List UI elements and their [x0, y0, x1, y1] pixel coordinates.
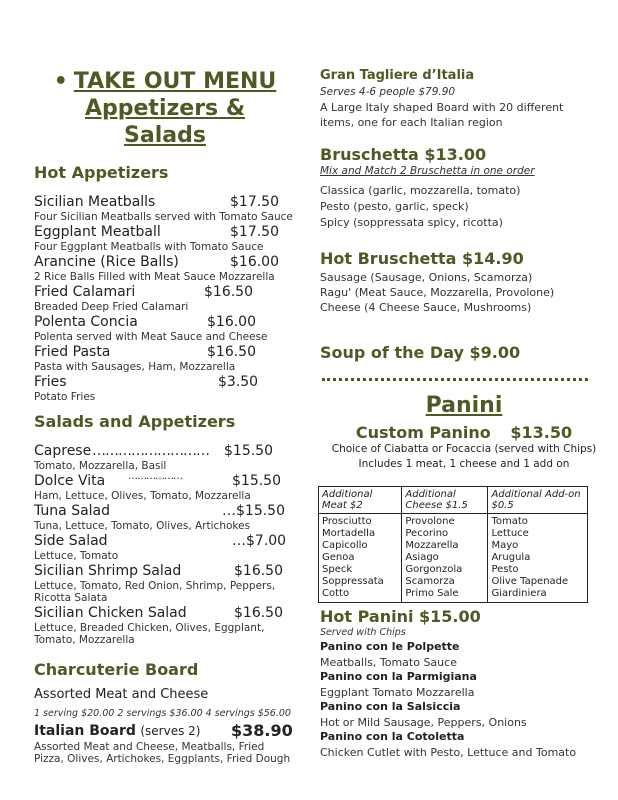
hot-panino-name: Panino con la Salsiccia: [320, 700, 461, 713]
italian-board-serves: (serves 2): [140, 724, 201, 738]
meat-option: Prosciutto: [322, 516, 372, 527]
item-price: $16.50: [207, 344, 256, 360]
item-desc: Breaded Deep Fried Calamari: [34, 301, 189, 313]
meat-option: Cotto: [322, 588, 350, 599]
item-desc: Four Sicilian Meatballs served with Tomato Sauce: [34, 211, 293, 223]
hot-panino-desc: Hot or Mild Sausage, Peppers, Onions: [320, 716, 527, 729]
item-price: $15.50: [236, 503, 285, 519]
hot-appetizers-heading: Hot Appetizers: [34, 163, 169, 182]
custom-panino-line: [320, 423, 608, 442]
salads-heading: Salads and Appetizers: [34, 412, 236, 431]
addon-option: Olive Tapenade: [491, 576, 569, 587]
item-desc: Lettuce, Breaded Chicken, Olives, Eggplant,: [34, 622, 265, 634]
item-name: Fried Calamari: [34, 284, 136, 300]
meat-option: Capicollo: [322, 540, 368, 551]
hot-panino-desc: Eggplant Tomato Mozzarella: [320, 686, 475, 699]
hot-bruschetta-item: Ragu' (Meat Sauce, Mozzarella, Provolone): [320, 286, 555, 299]
italian-board-title: [34, 723, 200, 739]
item-name: Polenta Concia: [34, 314, 138, 330]
dot-leader: …: [232, 533, 246, 549]
item-desc: Tuna, Lettuce, Tomato, Olives, Artichokes: [34, 520, 251, 532]
dot-leader: ………………………: [92, 443, 209, 459]
charcuterie-subheading: Assorted Meat and Cheese: [34, 687, 209, 702]
addon-option: Pesto: [491, 564, 519, 575]
addon-option: Mayo: [491, 540, 519, 551]
gran-tagliere-desc-2: items, one for each Italian region: [320, 116, 503, 129]
cheese-column: [402, 514, 488, 603]
title-line-1: TAKE OUT MENU: [73, 69, 277, 94]
charcuterie-servings: 1 serving $20.00 2 servings $36.00 4 servings $56.00: [34, 708, 291, 719]
item-name: Fried Pasta: [34, 344, 111, 360]
item-name: Tuna Salad: [34, 503, 111, 519]
hot-bruschetta-heading: Hot Bruschetta $14.90: [320, 249, 524, 268]
meat-option: Speck: [322, 564, 353, 575]
item-name: Dolce Vita: [34, 473, 106, 489]
hot-panino-name: Panino con le Polpette: [320, 640, 460, 653]
meat-column: [319, 514, 402, 603]
hot-panino-desc: Chicken Cutlet with Pesto, Lettuce and Tomato: [320, 746, 577, 759]
item-desc: Four Eggplant Meatballs with Tomato Sauce: [34, 241, 264, 253]
dot-leader: ………………: [128, 471, 182, 482]
bruschetta-heading: Bruschetta $13.00: [320, 145, 487, 164]
item-desc: Tomato, Mozzarella, Basil: [34, 460, 167, 472]
item-desc: Lettuce, Tomato, Red Onion, Shrimp, Peppers,: [34, 580, 276, 592]
item-price: $16.50: [234, 563, 283, 579]
hot-panino-name: Panino con la Cotoletta: [320, 730, 465, 743]
table-header-addon: Additional Add-on $0.5: [488, 487, 588, 514]
italian-board-price: $38.90: [231, 721, 293, 740]
custom-panino-price: $13.50: [510, 423, 573, 442]
menu-title: [34, 68, 296, 149]
item-desc-line-2: Tomato, Mozzarella: [34, 634, 135, 646]
addon-option: Giardiniera: [491, 588, 547, 599]
item-name: Side Salad: [34, 533, 108, 549]
item-price: $3.50: [218, 374, 259, 390]
italian-board-name: Italian Board: [34, 723, 136, 739]
cheese-option: Primo Sale: [405, 588, 459, 599]
addon-option: Lettuce: [491, 528, 529, 539]
panini-heading: Panini: [425, 393, 503, 418]
item-name: Eggplant Meatball: [34, 224, 161, 240]
item-name: Caprese: [34, 443, 92, 459]
item-price: $16.00: [207, 314, 256, 330]
item-desc: Polenta served with Meat Sauce and Cheese: [34, 331, 268, 343]
cheese-option: Provolone: [405, 516, 455, 527]
meat-option: Soppressata: [322, 576, 384, 587]
custom-panino-name: Custom Panino: [355, 423, 491, 442]
soup-of-the-day: Soup of the Day $9.00: [320, 343, 521, 362]
item-desc: Ham, Lettuce, Olives, Tomato, Mozzarella: [34, 490, 251, 502]
addon-option: Arugula: [491, 552, 531, 563]
custom-panino-desc-2: Includes 1 meat, 1 cheese and 1 add on: [358, 458, 570, 470]
hot-panini-heading: Hot Panini $15.00: [320, 607, 481, 626]
italian-board-desc-2: Pizza, Olives, Artichokes, Eggplants, Fried Dough: [34, 753, 291, 765]
item-desc: Lettuce, Tomato: [34, 550, 119, 562]
bruschetta-note: Mix and Match 2 Bruschetta in one order: [320, 165, 535, 177]
cheese-option: Asiago: [405, 552, 439, 563]
addon-option: Tomato: [491, 516, 528, 527]
hot-panini-note: Served with Chips: [320, 627, 406, 638]
item-price: $16.50: [204, 284, 253, 300]
item-price: $17.50: [230, 194, 279, 210]
cheese-option: Pecorino: [405, 528, 449, 539]
table-header-cheese: Additional Cheese $1.5: [402, 487, 488, 514]
charcuterie-heading: Charcuterie Board: [34, 660, 199, 679]
cheese-option: Scamorza: [405, 576, 455, 587]
hot-panino-desc: Meatballs, Tomato Sauce: [320, 656, 457, 669]
bruschetta-item: Spicy (soppressata spicy, ricotta): [320, 216, 503, 229]
title-line-2: Appetizers &: [84, 96, 245, 121]
item-name: Fries: [34, 374, 67, 390]
addon-column: [488, 514, 588, 603]
item-price: $15.50: [224, 443, 273, 459]
item-price: $7.00: [246, 533, 287, 549]
italian-board-desc-1: Assorted Meat and Cheese, Meatballs, Fried: [34, 741, 265, 753]
gran-tagliere-desc-1: A Large Italy shaped Board with 20 different: [320, 101, 564, 114]
item-price: $16.50: [234, 605, 283, 621]
cheese-option: Mozzarella: [405, 540, 459, 551]
gran-tagliere-serves: Serves 4-6 people $79.90: [320, 86, 456, 98]
panini-addons-table: [318, 486, 588, 603]
item-name: Sicilian Chicken Salad: [34, 605, 187, 621]
hot-bruschetta-item: Sausage (Sausage, Onions, Scamorza): [320, 271, 533, 284]
meat-option: Genoa: [322, 552, 355, 563]
item-desc-line-2: Ricotta Salata: [34, 592, 108, 604]
gran-tagliere-name: Gran Tagliere d’Italia: [320, 68, 475, 83]
item-price: $17.50: [230, 224, 279, 240]
title-line-3: Salads: [124, 123, 206, 148]
item-name: Sicilian Shrimp Salad: [34, 563, 182, 579]
bruschetta-item: Pesto (pesto, garlic, speck): [320, 200, 469, 213]
item-name: Arancine (Rice Balls): [34, 254, 179, 270]
table-header-meat: Additional Meat $2: [319, 487, 402, 514]
bullet-icon: •: [53, 69, 68, 94]
cheese-option: Gorgonzola: [405, 564, 463, 575]
hot-bruschetta-item: Cheese (4 Cheese Sauce, Mushrooms): [320, 301, 532, 314]
item-name: Sicilian Meatballs: [34, 194, 156, 210]
item-desc: Potato Fries: [34, 391, 96, 403]
bruschetta-item: Classica (garlic, mozzarella, tomato): [320, 184, 521, 197]
item-desc: 2 Rice Balls Filled with Meat Sauce Mozzarella: [34, 271, 275, 283]
custom-panino-desc-1: Choice of Ciabatta or Focaccia (served with Chips): [331, 443, 597, 455]
hot-panino-name: Panino con la Parmigiana: [320, 670, 477, 683]
item-desc: Pasta with Sausages, Ham, Mozzarella: [34, 361, 236, 373]
item-price: $16.00: [230, 254, 279, 270]
item-price: $15.50: [232, 473, 281, 489]
meat-option: Mortadella: [322, 528, 376, 539]
dot-leader: …: [222, 503, 236, 519]
dotted-divider: [322, 375, 588, 381]
